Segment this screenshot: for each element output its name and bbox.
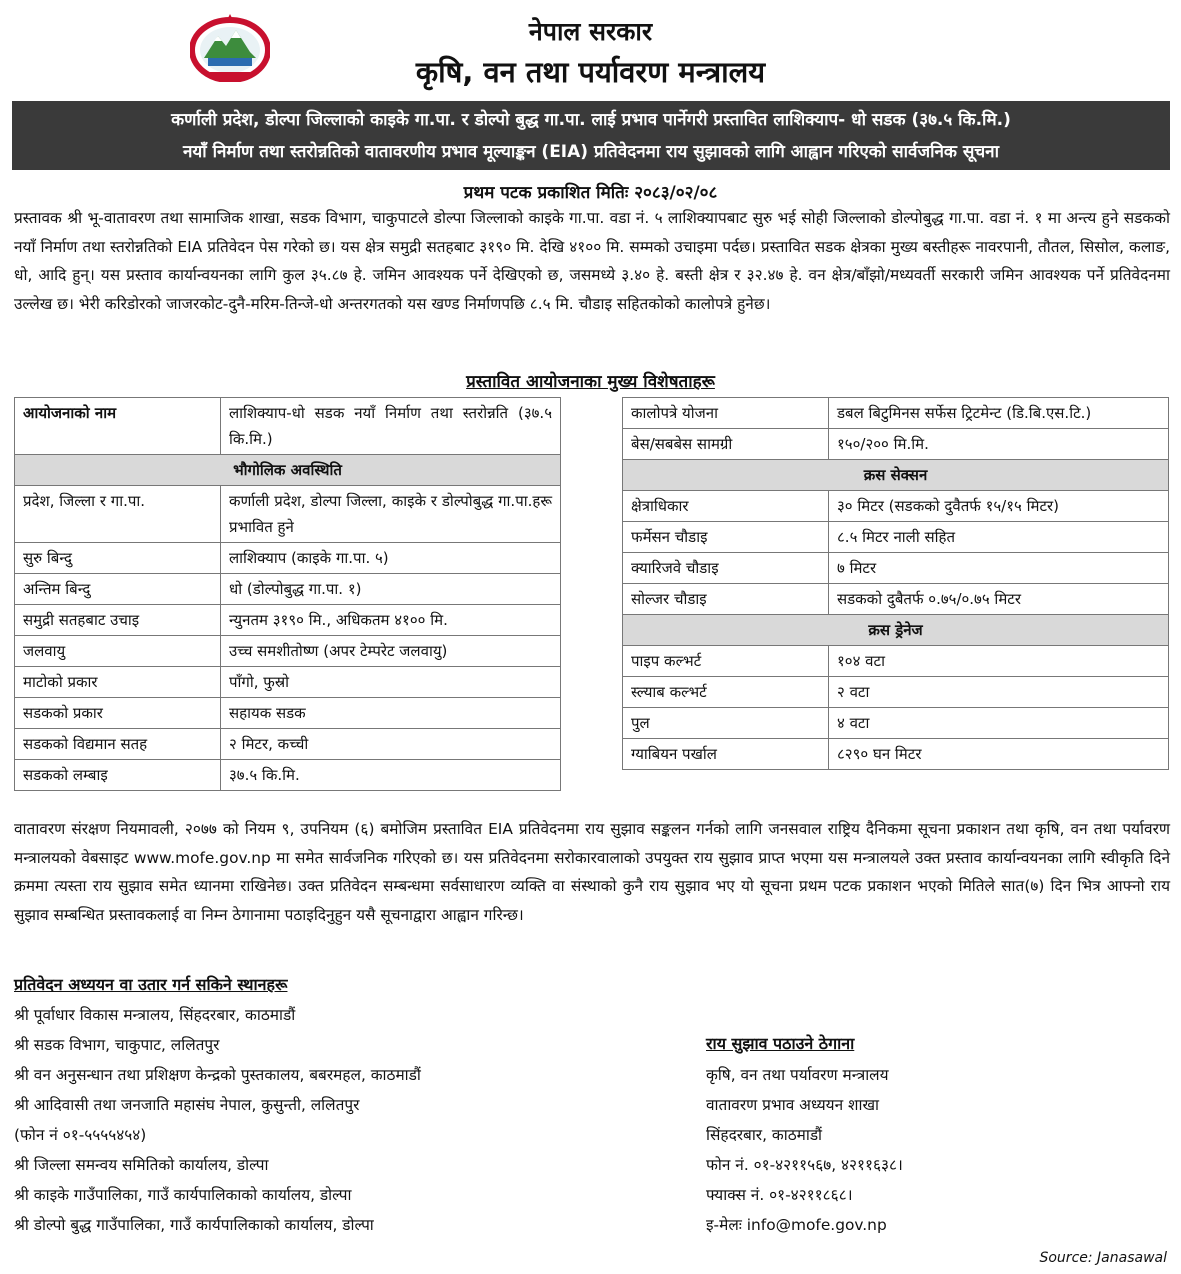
row-value: उच्च समशीतोष्ण (अपर टेम्परेट जलवायु)	[221, 636, 561, 667]
government-heading: नेपाल सरकार	[528, 17, 653, 46]
row-label: कालोपत्रे योजना	[623, 398, 829, 429]
row-label: सडकको प्रकार	[15, 698, 221, 729]
row-value: ३७.५ कि.मि.	[221, 760, 561, 791]
row-value: डबल बिटुमिनस सर्फेस ट्रिटमेन्ट (डि.बि.एस.टि.)	[829, 398, 1169, 429]
ministry-heading: कृषि, वन तथा पर्यावरण मन्त्रालय	[415, 55, 766, 89]
table-row	[15, 543, 561, 574]
row-value: न्युनतम ३१९० मि., अधिकतम ४१०० मि.	[221, 605, 561, 636]
address-line: कृषि, वन तथा पर्यावरण मन्त्रालय	[706, 1066, 889, 1084]
row-label: अन्तिम बिन्दु	[15, 574, 221, 605]
list-item: श्री वन अनुसन्धान तथा प्रशिक्षण केन्द्रको पुस्तकालय, बबरमहल, काठमाडौं	[14, 1066, 421, 1084]
table-row	[15, 636, 561, 667]
table-row	[623, 398, 1169, 429]
source-credit: Source: Janasawal	[1039, 1250, 1167, 1266]
list-item: श्री काइके गाउँपालिका, गाउँ कार्यपालिकाको कार्यालय, डोल्पा	[14, 1186, 352, 1204]
row-value: ८२९० घन मिटर	[829, 739, 1169, 770]
row-value: २ वटा	[829, 677, 1169, 708]
intro-paragraph: प्रस्तावक श्री भू-वातावरण तथा सामाजिक शाखा, सडक विभाग, चाकुपाटले डोल्पा जिल्लाको काइके गा.पा. वडा नं. ५ लाशिक्यापबाट सुरु भई सोही जिल्लाको डोल्पोबुद्ध गा.पा. वडा नं. १ मा अन्त्य हुने सडकको नयाँ निर्माण तथा स्तरोन्नतिको EIA प्रतिवेदन पेस गरेको छ। यस क्षेत्र समुद्री सतहबाट ३१९० मि. देखि ४१०० मि. सम्मको उचाइमा पर्दछ। प्रस्तावित सडक क्षेत्रका मुख्य बस्तीहरू नावरपानी, तौतल, सिसोल, कलाङ, धो, आदि हुन्। यस प्रस्ताव कार्यान्वयनका लागि कुल ३५.८७ हे. जमिन आवश्यक पर्ने देखिएको छ, जसमध्ये ३.४० हे. बस्ती क्षेत्र र ३२.४७ हे. वन क्षेत्र/बाँझो/मध्यवर्ती सरकारी जमिन आवश्यक पर्ने प्रतिवेदनमा उल्लेख छ। भेरी करिडोरको जाजरकोट-दुनै-मरिम-तिन्जे-धो अन्तरगतको यस खण्ड निर्माणपछि ८.५ मि. चौडाइ सहितकोको कालोपत्रे हुनेछ।	[14, 209, 1170, 313]
address-line: इ-मेलः info@mofe.gov.np	[706, 1216, 887, 1234]
publication-date: प्रथम पटक प्रकाशित मितिः २०८३/०२/०८	[463, 183, 718, 203]
features-section-title: प्रस्तावित आयोजनाका मुख्य विशेषताहरू	[466, 372, 715, 392]
table-row	[623, 429, 1169, 460]
table-row	[623, 739, 1169, 770]
table-row	[15, 455, 561, 486]
cross-section-header: क्रस सेक्सन	[623, 460, 1169, 491]
row-value: ८.५ मिटर नाली सहित	[829, 522, 1169, 553]
table-row	[623, 615, 1169, 646]
table-row	[623, 646, 1169, 677]
table-row	[623, 460, 1169, 491]
row-value: सडकको दुबैतर्फ ०.७५/०.७५ मिटर	[829, 584, 1169, 615]
row-value: पाँगो, फुस्रो	[221, 667, 561, 698]
geography-header: भौगोलिक अवस्थिति	[15, 455, 561, 486]
list-item: श्री सडक विभाग, चाकुपाट, ललितपुर	[14, 1036, 220, 1054]
row-label: फर्मेसन चौडाइ	[623, 522, 829, 553]
notice-title-banner	[12, 101, 1170, 170]
row-label: पाइप कल्भर्ट	[623, 646, 829, 677]
address-line: फ्याक्स नं. ०१-४२११८६८।	[706, 1186, 853, 1204]
row-value: २ मिटर, कच्ची	[221, 729, 561, 760]
row-label: सुरु बिन्दु	[15, 543, 221, 574]
row-label: बेस/सबबेस सामग्री	[623, 429, 829, 460]
table-row	[623, 553, 1169, 584]
row-label: सडकको विद्यमान सतह	[15, 729, 221, 760]
banner-line-1: कर्णाली प्रदेश, डोल्पा जिल्लाको काइके गा.पा. र डोल्पो बुद्ध गा.पा. लाई प्रभाव पार्नेगरी प्रस्तावित लाशिक्याप- धो सडक (३७.५ कि.मि.)	[171, 110, 1011, 130]
table-row	[15, 486, 561, 543]
row-label: पुल	[623, 708, 829, 739]
row-label: क्षेत्राधिकार	[623, 491, 829, 522]
row-value: कर्णाली प्रदेश, डोल्पा जिल्ला, काइके र डोल्पोबुद्ध गा.पा.हरू प्रभावित हुने	[221, 486, 561, 543]
table-row	[623, 677, 1169, 708]
row-value: ७ मिटर	[829, 553, 1169, 584]
row-value: लाशिक्याप (काइके गा.पा. ५)	[221, 543, 561, 574]
row-label: जलवायु	[15, 636, 221, 667]
project-name-value: लाशिक्याप-धो सडक नयाँ निर्माण तथा स्तरोन्नति (३७.५ कि.मि.)	[221, 398, 561, 455]
row-value: धो (डोल्पोबुद्ध गा.पा. १)	[221, 574, 561, 605]
row-label: माटोको प्रकार	[15, 667, 221, 698]
table-row	[15, 574, 561, 605]
row-value: १०४ वटा	[829, 646, 1169, 677]
table-row	[15, 698, 561, 729]
table-row	[15, 605, 561, 636]
places-list	[14, 1000, 654, 1240]
list-item: श्री जिल्ला समन्वय समितिको कार्यालय, डोल्पा	[14, 1156, 269, 1174]
address-line: सिंहदरबार, काठमाडौं	[706, 1126, 823, 1144]
table-row	[623, 584, 1169, 615]
table-row	[15, 398, 561, 455]
places-title: प्रतिवेदन अध्ययन वा उतार गर्न सकिने स्थानहरू	[14, 975, 288, 994]
address-block	[706, 1060, 1166, 1240]
table-row	[15, 729, 561, 760]
row-value: ३० मिटर (सडकको दुवैतर्फ १५/१५ मिटर)	[829, 491, 1169, 522]
row-label: प्रदेश, जिल्ला र गा.पा.	[15, 486, 221, 543]
table-row	[623, 491, 1169, 522]
project-name-label: आयोजनाको नाम	[15, 398, 221, 455]
cross-drainage-header: क्रस ड्रेनेज	[623, 615, 1169, 646]
row-label: समुद्री सतहबाट उचाइ	[15, 605, 221, 636]
notice-paragraph: वातावरण संरक्षण नियमावली, २०७७ को नियम ९, उपनियम (६) बमोजिम प्रस्तावित EIA प्रतिवेदनमा राय सुझाव सङ्कलन गर्नको लागि जनसवाल राष्ट्रिय दैनिकमा सूचना प्रकाशन तथा कृषि, वन तथा पर्यावरण मन्त्रालयको वेबसाइट www.mofe.gov.np मा समेत सार्वजनिक गरिएको छ। यस प्रतिवेदनमा सरोकारवालाको उपयुक्त राय सुझाव प्राप्त भएमा यस मन्त्रालयले उक्त प्रस्ताव कार्यान्वयनका लागि स्वीकृति दिने क्रममा त्यस्ता राय सुझाव समेत ध्यानमा राखिनेछ। उक्त प्रतिवेदन सम्बन्धमा सर्वसाधारण व्यक्ति वा संस्थाको कुनै राय सुझाव भए यो सूचना प्रथम पटक प्रकाशन भएको मितिले सात(७) दिन भित्र आफ्नो राय सुझाव सम्बन्धित प्रस्तावकलाई वा निम्न ठेगानामा पठाइदिनुहुन यसै सूचनाद्वारा आह्वान गरिन्छ।	[14, 820, 1170, 924]
list-item: श्री आदिवासी तथा जनजाति महासंघ नेपाल, कुसुन्ती, ललितपुर	[14, 1096, 360, 1114]
row-label: ग्याबियन पर्खाल	[623, 739, 829, 770]
table-row	[623, 708, 1169, 739]
table-row	[623, 522, 1169, 553]
table-row	[15, 760, 561, 791]
banner-line-2: नयाँ निर्माण तथा स्तरोन्नतिको वातावरणीय प्रभाव मूल्याङ्कन (EIA) प्रतिवेदनमा राय सुझावको लागि आह्वान गरिएको सार्वजनिक सूचना	[182, 142, 1000, 162]
project-geography-table	[14, 397, 561, 791]
row-label: सडकको लम्बाइ	[15, 760, 221, 791]
row-label: सोल्जर चौडाइ	[623, 584, 829, 615]
row-label: क्यारिजवे चौडाइ	[623, 553, 829, 584]
technical-specs-table	[622, 397, 1169, 770]
address-line: फोन नं. ०१-४२११५६७, ४२११६३८।	[706, 1156, 903, 1174]
row-value: ४ वटा	[829, 708, 1169, 739]
list-item: श्री डोल्पो बुद्ध गाउँपालिका, गाउँ कार्यपालिकाको कार्यालय, डोल्पा	[14, 1216, 374, 1234]
address-line: वातावरण प्रभाव अध्ययन शाखा	[706, 1096, 880, 1114]
table-row	[15, 667, 561, 698]
list-item: (फोन नं ०१-५५५५४५४)	[14, 1126, 147, 1144]
row-value: सहायक सडक	[221, 698, 561, 729]
list-item: श्री पूर्वाधार विकास मन्त्रालय, सिंहदरबार, काठमाडौं	[14, 1006, 296, 1024]
address-title: राय सुझाव पठाउने ठेगाना	[706, 1034, 855, 1053]
row-value: १५०/२०० मि.मि.	[829, 429, 1169, 460]
row-label: स्ल्याब कल्भर्ट	[623, 677, 829, 708]
